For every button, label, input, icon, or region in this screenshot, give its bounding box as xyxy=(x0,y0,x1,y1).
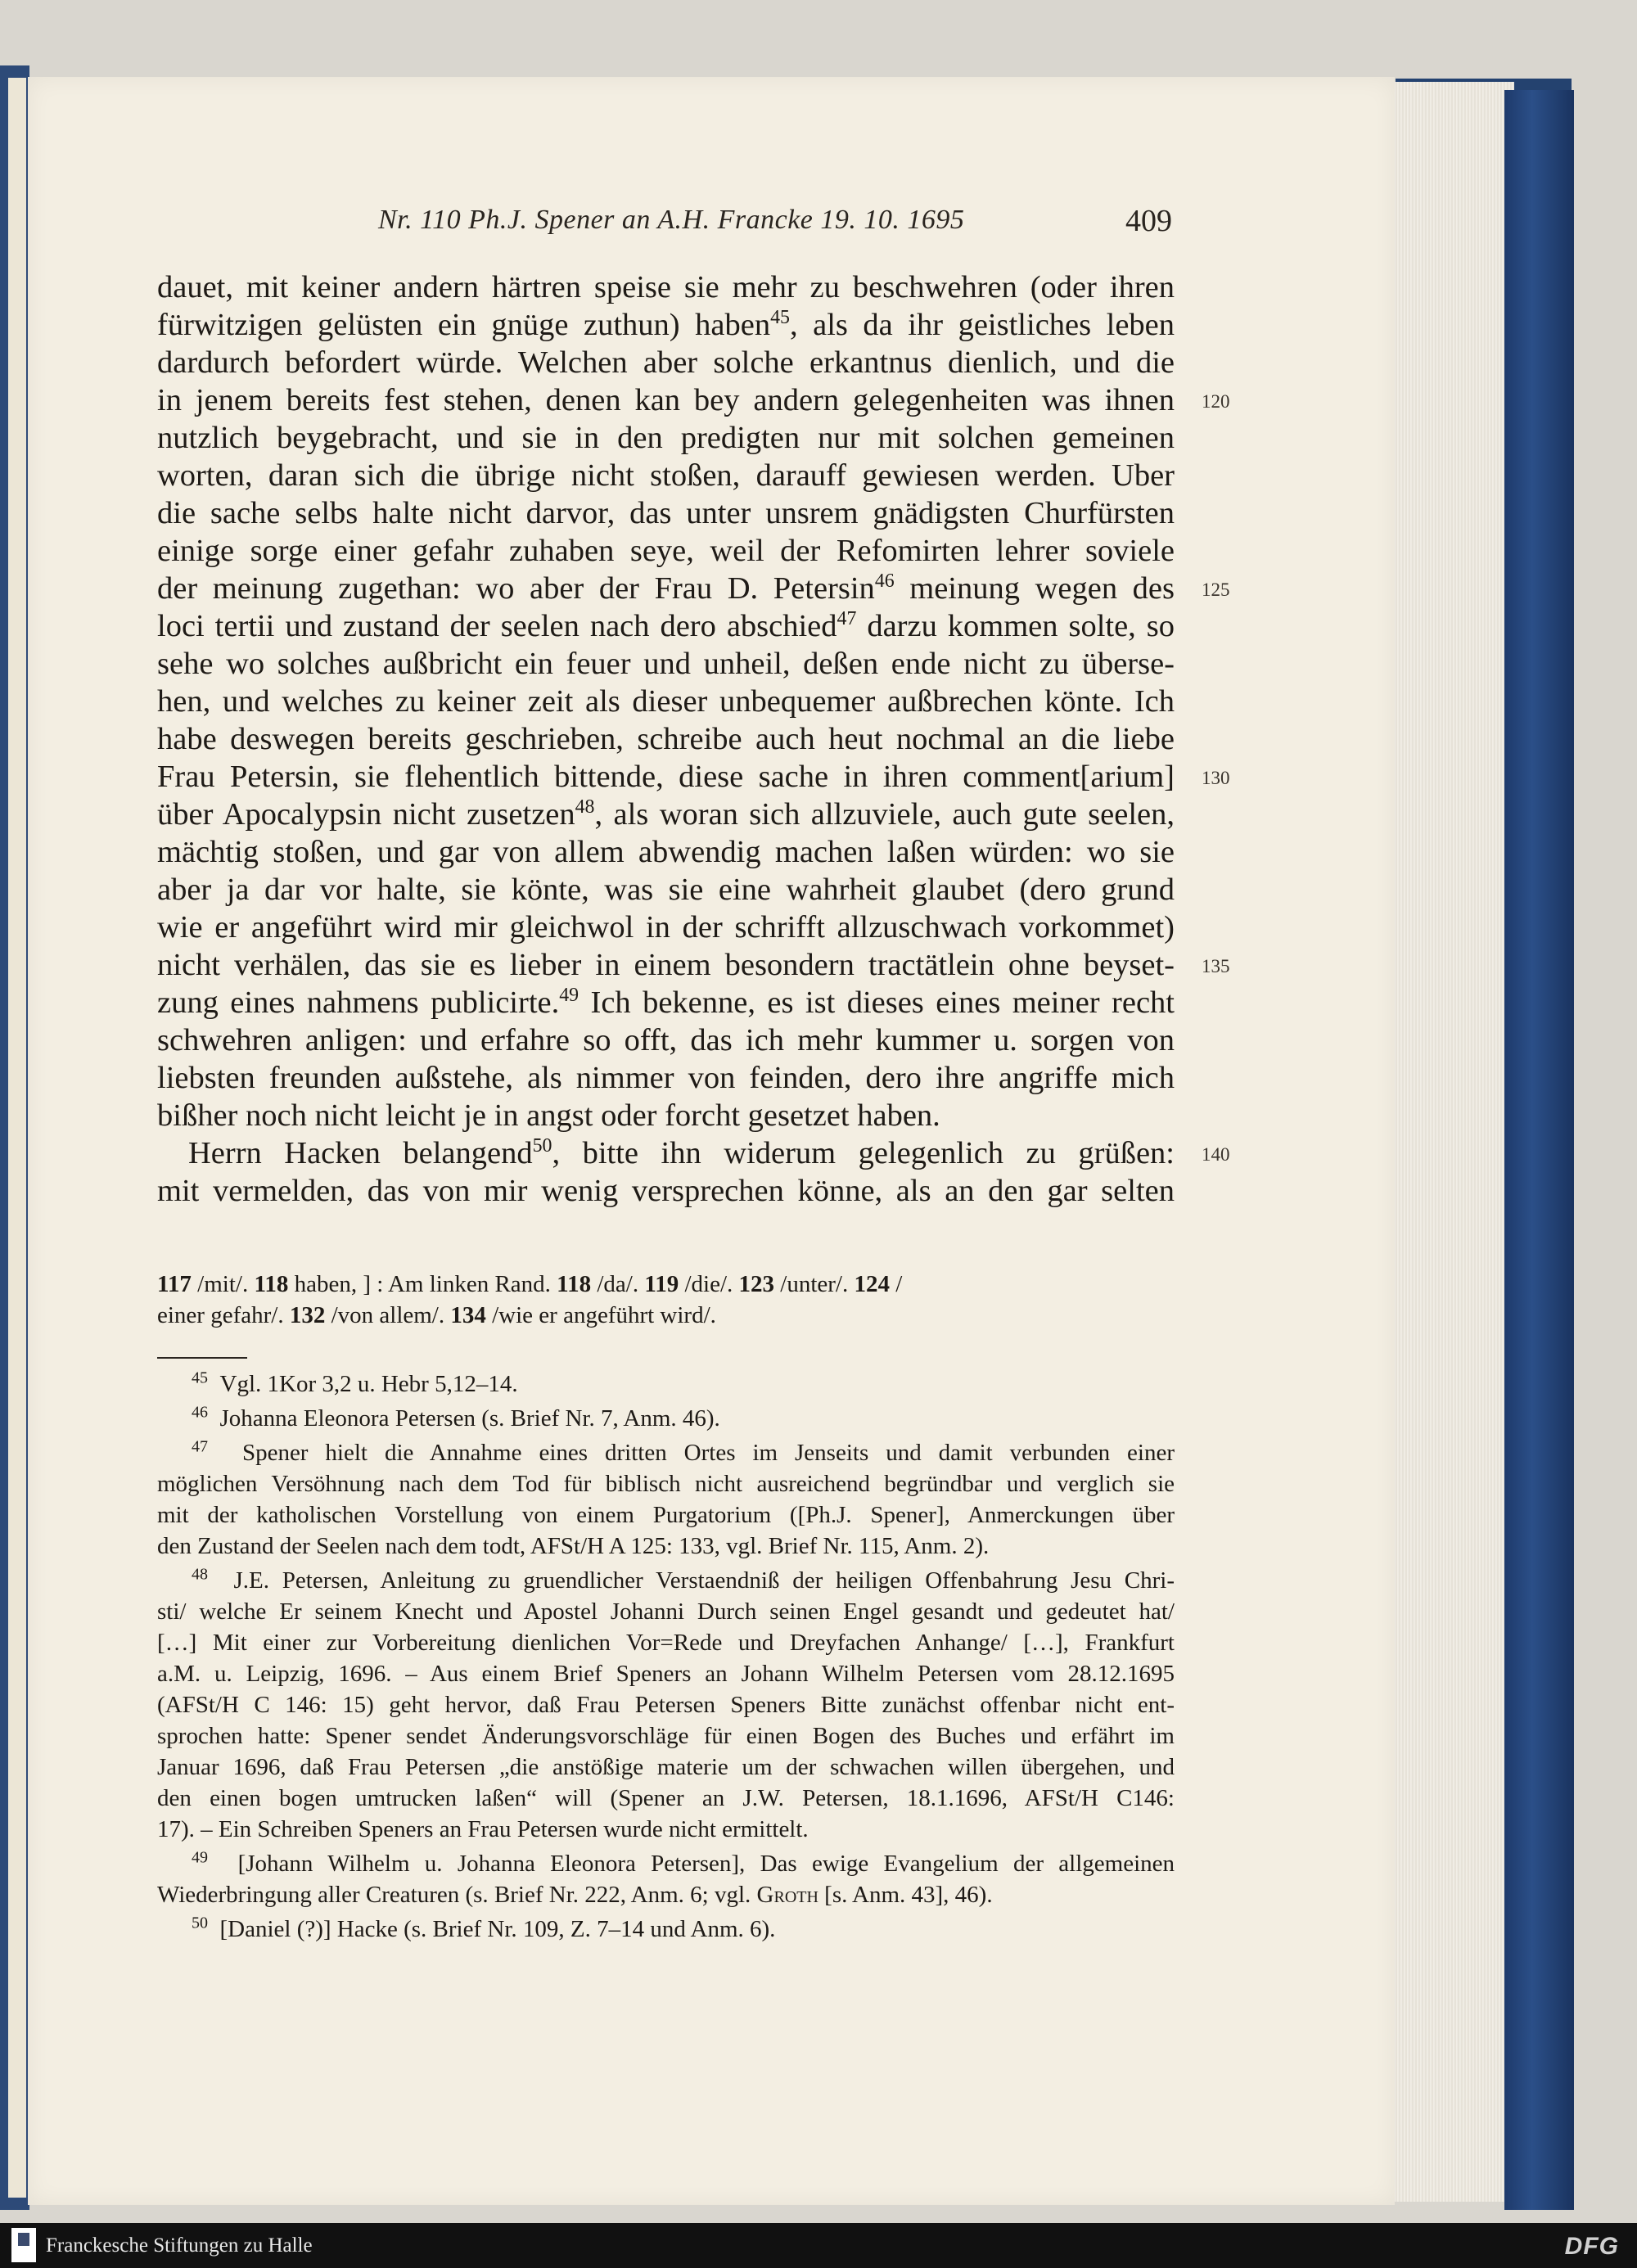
footnote-reference: 49 xyxy=(559,985,579,1007)
apparatus-entry: /von allem/. xyxy=(325,1302,451,1328)
footnote-line xyxy=(157,1499,1175,1531)
footnote-line xyxy=(157,1848,1175,1879)
line-number: 130 xyxy=(1202,768,1230,788)
footnote-text: Vgl. 1Kor 3,2 u. Hebr 5,12–14. xyxy=(219,1371,518,1397)
text-line: mit vermelden, das von mir wenig versprechen könne, als an den gar selten xyxy=(157,1174,1175,1208)
running-title: Nr. 110 Ph.J. Spener an A.H. Francke 19. 10. 1695 xyxy=(378,205,965,235)
footnote-line xyxy=(157,1914,1175,1945)
apparatus-entry: /wie er angeführt wird/. xyxy=(485,1302,716,1328)
text-line: habe deswegen bereits geschrieben, schreibe auch heut nochmal an die liebe xyxy=(157,722,1175,756)
footnote-text: Spener hielt die Annahme eines dritten Ortes im Jenseits und damit verbunden einer xyxy=(241,1440,1175,1466)
text-line: der meinung zugethan: wo aber der Frau D. Petersin$^{46}$ meinung wegen des xyxy=(157,570,1175,606)
footnote-line xyxy=(157,1403,1175,1434)
footnote xyxy=(157,1437,1175,1562)
text-line: mächtig stoßen, und gar von allem abwendig machen laßen würden: wo sie xyxy=(157,835,1175,869)
text-line: in jenem bereits fest stehen, denen kan bey andern gelegenheiten was ihnen xyxy=(157,383,1175,417)
footnote-text: den Zustand der Seelen nach dem todt, AFSt/H A 125: 133, vgl. Brief Nr. 115, Anm. 2). xyxy=(157,1533,990,1559)
text-line: loci tertii und zustand der seelen nach dero abschied$^{47}$ darzu kommen solte, so xyxy=(157,608,1175,643)
apparatus-line xyxy=(157,1269,1175,1300)
footnote-text: mit der katholischen Vorstellung von einem Purgatorium ([Ph.J. Spener], Anmerckungen über xyxy=(157,1502,1175,1528)
footnote-line xyxy=(157,1368,1175,1400)
footnote-line xyxy=(157,1596,1175,1627)
text-line: liebsten freunden außstehe, als nimmer von feinden, dero ihre angriffe mich xyxy=(157,1061,1175,1095)
footnote-line xyxy=(157,1689,1175,1720)
line-number: 140 xyxy=(1202,1144,1230,1165)
footnote-number: 47 xyxy=(192,1437,208,1456)
footnote-text: möglichen Versöhnung nach dem Tod für biblisch nicht ausreichend begründbar und verglich sie xyxy=(157,1471,1175,1497)
left-page-stack xyxy=(8,78,26,2198)
text-line: bißher noch nicht leicht je in angst oder forcht gesetzet haben. xyxy=(157,1098,940,1133)
footnote-text: [Johann Wilhelm u. Johanna Eleonora Petersen], Das ewige Evangelium der allgemeinen xyxy=(237,1851,1175,1877)
text-line: Frau Petersin, sie flehentlich bittende, diese sache in ihren comment[arium] xyxy=(157,760,1175,794)
footnote-number: 46 xyxy=(192,1403,208,1422)
footnote-line xyxy=(157,1879,1175,1910)
footnote-reference: 50 xyxy=(532,1135,552,1157)
line-number: 125 xyxy=(1202,579,1230,600)
apparatus-entry: haben, ] : Am linken Rand. xyxy=(288,1271,557,1297)
apparatus-line-ref: 118 xyxy=(254,1271,289,1297)
footnote xyxy=(157,1914,1175,1945)
footnote-line xyxy=(157,1565,1175,1596)
apparatus-line-ref: 118 xyxy=(557,1271,592,1297)
text-line: zung eines nahmens publicirte.$^{49}$ Ich bekenne, es ist dieses eines meiner recht xyxy=(157,985,1175,1020)
footnote-reference: 47 xyxy=(837,608,857,630)
footnote-line xyxy=(157,1531,1175,1562)
footnote-text: Januar 1696, daß Frau Petersen „die anstößige materie um der schwachen willen übergehen, und xyxy=(157,1754,1175,1780)
institution-logo-mark-icon xyxy=(18,2233,29,2246)
footnote xyxy=(157,1848,1175,1910)
footnote-line xyxy=(157,1783,1175,1814)
text-line: dardurch befordert würde. Welchen aber solche erkantnus dienlich, und die xyxy=(157,345,1175,380)
apparatus-line-ref: 124 xyxy=(854,1271,890,1297)
text-line: Herrn Hacken belangend$^{50}$, bitte ihn widerum gelegenlich zu grüßen: xyxy=(188,1135,1175,1170)
footnote-text: sprochen hatte: Spener sendet Änderungsvorschläge für einen Bogen des Buches und erfährt im xyxy=(157,1723,1175,1749)
footnote-line xyxy=(157,1658,1175,1689)
footnote xyxy=(157,1565,1175,1845)
footnote-text: 17). – Ein Schreiben Speners an Frau Petersen wurde nicht ermittelt. xyxy=(157,1816,809,1842)
footnote-rule xyxy=(157,1357,247,1359)
footnote xyxy=(157,1368,1175,1400)
apparatus-line-ref: 132 xyxy=(289,1302,326,1328)
page-block-edge xyxy=(1391,82,1514,2202)
text-line: fürwitzigen gelüsten ein gnüge zuthun) haben$^{45}$, als da ihr geistliches leben xyxy=(157,307,1175,342)
footnote-line xyxy=(157,1752,1175,1783)
apparatus-entry: /mit/. xyxy=(191,1271,255,1297)
footnote-text: a.M. u. Leipzig, 1696. – Aus einem Brief Speners an Johann Wilhelm Petersen vom 28.12.1695 xyxy=(157,1661,1175,1687)
line-number: 120 xyxy=(1202,391,1230,412)
apparatus-line-ref: 123 xyxy=(738,1271,775,1297)
footnote-number: 45 xyxy=(192,1368,208,1387)
text-line: sehe wo solches außbricht ein feuer und unheil, deßen ende nicht zu überse- xyxy=(157,647,1175,681)
line-number: 135 xyxy=(1202,956,1230,976)
text-line: die sache selbs halte nicht darvor, das unter unsrem gnädigsten Churfürsten xyxy=(157,496,1175,530)
footnote-number: 49 xyxy=(192,1848,208,1867)
footnote-text: Wiederbringung aller Creaturen (s. Brief Nr. 222, Anm. 6; vgl. Groth [s. Anm. 43], 46). xyxy=(157,1882,993,1908)
apparatus-line-ref: 119 xyxy=(644,1271,679,1297)
dfg-logo: DFG xyxy=(1564,2233,1619,2260)
text-line: worten, daran sich die übrige nicht stoßen, darauff gewiesen werden. Uber xyxy=(157,458,1175,493)
footnote-line xyxy=(157,1720,1175,1752)
footnote xyxy=(157,1403,1175,1434)
apparatus-line-ref: 134 xyxy=(450,1302,486,1328)
footnote-text: J.E. Petersen, Anleitung zu gruendlicher Verstaendniß der heiligen Offenbahrung Jesu Chri- xyxy=(233,1567,1175,1594)
text-line: schwehren anligen: und erfahre so offt, das ich mehr kummer u. sorgen von xyxy=(157,1023,1175,1057)
text-line: nutzlich beygebracht, und sie in den predigten nur mit solchen gemeinen xyxy=(157,421,1175,455)
footnote-line xyxy=(157,1468,1175,1499)
apparatus-entry: einer gefahr/. xyxy=(157,1302,290,1328)
apparatus-entry: /unter/. xyxy=(774,1271,855,1297)
text-line: dauet, mit keiner andern härtren speise sie mehr zu beschwehren (oder ihren xyxy=(157,270,1175,304)
footnote-reference: 48 xyxy=(575,796,595,818)
footnote-line xyxy=(157,1627,1175,1658)
footnote-line xyxy=(157,1814,1175,1845)
text-line: einige sorge einer gefahr zuhaben seye, weil der Refomirten lehrer soviele xyxy=(157,534,1175,568)
text-line: aber ja dar vor halte, sie könte, was sie eine wahrheit glaubet (dero grund xyxy=(157,872,1175,907)
footnote-text: [Daniel (?)] Hacke (s. Brief Nr. 109, Z. 7–14 und Anm. 6). xyxy=(219,1916,776,1942)
page-number: 409 xyxy=(1125,204,1172,238)
footnote-text: Johanna Eleonora Petersen (s. Brief Nr. 7, Anm. 46). xyxy=(219,1405,720,1432)
book-cover-spine xyxy=(1504,90,1574,2210)
text-line: hen, und welches zu keiner zeit als dieser unbequemer außbrechen könte. Ich xyxy=(157,684,1175,719)
footnote-reference: 46 xyxy=(874,570,895,593)
footnote-text: sti/ welche Er seinem Knecht und Apostel Johanni Durch seinen Engel gesandt und gedeutet hat/ xyxy=(157,1598,1175,1625)
text-line: wie er angeführt wird mir gleichwol in der schrifft allzuschwach vorkommet) xyxy=(157,910,1175,945)
apparatus-entry: / xyxy=(889,1271,903,1297)
text-line: über Apocalypsin nicht zusetzen$^{48}$, als woran sich allzuviele, auch gute seelen, xyxy=(157,796,1175,832)
apparatus-line-ref: 117 xyxy=(157,1271,192,1297)
footnote-text: den einen bogen umtrucken laßen“ will (Spener an J.W. Petersen, 18.1.1696, AFSt/H C146: xyxy=(157,1785,1175,1811)
institution-name: Franckesche Stiftungen zu Halle xyxy=(46,2234,313,2257)
footnote-number: 48 xyxy=(192,1565,208,1584)
apparatus-line xyxy=(157,1300,1175,1331)
apparatus-entry: /die/. xyxy=(679,1271,739,1297)
footnote-line xyxy=(157,1437,1175,1468)
footnote-text: (AFSt/H C 146: 15) geht hervor, daß Frau Petersen Speners Bitte zunächst offenbar nicht ent- xyxy=(157,1692,1175,1718)
text-line: nicht verhälen, das sie es lieber in einem besondern tractätlein ohne beyset- xyxy=(157,948,1175,982)
apparatus-entry: /da/. xyxy=(591,1271,645,1297)
footnote-number: 50 xyxy=(192,1914,208,1932)
footnote-reference: 45 xyxy=(770,307,790,329)
footnote-text: […] Mit einer zur Vorbereitung dienlichen Vor=Rede und Dreyfachen Anhange/ […], Frankfurt xyxy=(157,1630,1175,1656)
